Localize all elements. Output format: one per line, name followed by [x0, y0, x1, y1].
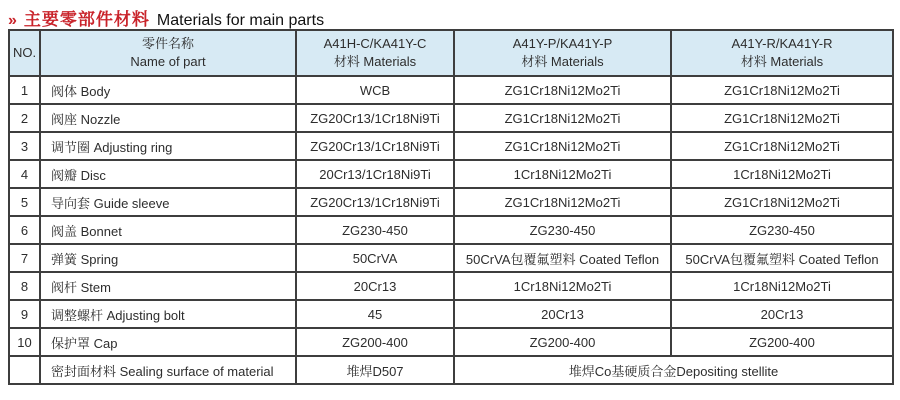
cell-part-sealing-surface: 密封面材料 Sealing surface of material [40, 356, 296, 384]
header-materials-a41yr [671, 30, 893, 76]
cell-material-r: ZG1Cr18Ni12Mo2Ti [671, 104, 893, 132]
cell-no: 8 [9, 272, 40, 300]
cell-material-r: 1Cr18Ni12Mo2Ti [671, 160, 893, 188]
cell-material-p: 1Cr18Ni12Mo2Ti [454, 272, 671, 300]
cell-no: 5 [9, 188, 40, 216]
cell-no: 6 [9, 216, 40, 244]
cell-no: 10 [9, 328, 40, 356]
cell-part-name: 调节圈 Adjusting ring [40, 132, 296, 160]
header-model-a41yr: A41Y-R/KA41Y-R [731, 36, 833, 52]
header-model-a41hc: A41H-C/KA41Y-C [323, 36, 427, 52]
cell-no: 7 [9, 244, 40, 272]
cell-material-p: ZG1Cr18Ni12Mo2Ti [454, 104, 671, 132]
cell-material-r: ZG1Cr18Ni12Mo2Ti [671, 132, 893, 160]
table-header-row [9, 30, 893, 76]
cell-no: 3 [9, 132, 40, 160]
cell-no: 4 [9, 160, 40, 188]
cell-material-p: ZG230-450 [454, 216, 671, 244]
cell-material-p: ZG1Cr18Ni12Mo2Ti [454, 188, 671, 216]
cell-material-p: ZG1Cr18Ni12Mo2Ti [454, 132, 671, 160]
cell-material-c: 20Cr13 [296, 272, 454, 300]
cell-no-empty [9, 356, 40, 384]
table-row [9, 132, 893, 160]
header-materials-label-r: 材料 Materials [740, 54, 824, 69]
header-name-of-part-zh: 零件名称 [141, 36, 194, 52]
cell-no: 9 [9, 300, 40, 328]
cell-material-c: ZG230-450 [296, 216, 454, 244]
cell-part-name: 弹簧 Spring [40, 244, 296, 272]
materials-table [8, 29, 894, 385]
cell-part-name: 阀体 Body [40, 76, 296, 104]
cell-material-p: ZG200-400 [454, 328, 671, 356]
cell-material-c: ZG200-400 [296, 328, 454, 356]
cell-material-r: ZG1Cr18Ni12Mo2Ti [671, 188, 893, 216]
header-materials-a41hc [296, 30, 454, 76]
header-no: NO. [9, 30, 40, 76]
header-name-of-part [40, 30, 296, 76]
header-model-a41yp: A41Y-P/KA41Y-P [512, 36, 613, 52]
cell-material-p: 1Cr18Ni12Mo2Ti [454, 160, 671, 188]
cell-material-r: ZG230-450 [671, 216, 893, 244]
cell-material-r: ZG200-400 [671, 328, 893, 356]
header-materials-a41yp [454, 30, 671, 76]
cell-material-r: 1Cr18Ni12Mo2Ti [671, 272, 893, 300]
table-row [9, 328, 893, 356]
page-title [0, 0, 900, 29]
cell-material-c: ZG20Cr13/1Cr18Ni9Ti [296, 132, 454, 160]
table-row [9, 244, 893, 272]
cell-part-name: 导向套 Guide sleeve [40, 188, 296, 216]
cell-material-c: ZG20Cr13/1Cr18Ni9Ti [296, 104, 454, 132]
cell-part-name: 调整螺杆 Adjusting bolt [40, 300, 296, 328]
cell-material-sealing-c: 堆焊D507 [296, 356, 454, 384]
table-row [9, 76, 893, 104]
cell-material-r: ZG1Cr18Ni12Mo2Ti [671, 76, 893, 104]
header-materials-label-c: 材料 Materials [333, 54, 417, 69]
cell-material-c: ZG20Cr13/1Cr18Ni9Ti [296, 188, 454, 216]
cell-material-r: 50CrVA包覆氟塑料 Coated Teflon [671, 244, 893, 272]
cell-material-c: WCB [296, 76, 454, 104]
header-materials-label-p: 材料 Materials [521, 54, 604, 69]
header-name-of-part-en: Name of part [130, 54, 206, 69]
table-row [9, 300, 893, 328]
table-row [9, 104, 893, 132]
cell-no: 1 [9, 76, 40, 104]
cell-material-p: 20Cr13 [454, 300, 671, 328]
cell-material-sealing-pr: 堆焊Co基硬质合金Depositing stellite [454, 356, 893, 384]
cell-part-name: 阀座 Nozzle [40, 104, 296, 132]
cell-part-name: 阀杆 Stem [40, 272, 296, 300]
cell-material-c: 20Cr13/1Cr18Ni9Ti [296, 160, 454, 188]
cell-no: 2 [9, 104, 40, 132]
cell-part-name: 阀盖 Bonnet [40, 216, 296, 244]
cell-part-name: 阀瓣 Disc [40, 160, 296, 188]
page-title-chinese: 主要零部件材料 [23, 10, 150, 29]
cell-part-name: 保护罩 Cap [40, 328, 296, 356]
table-row [9, 216, 893, 244]
table-row [9, 160, 893, 188]
cell-material-p: ZG1Cr18Ni12Mo2Ti [454, 76, 671, 104]
cell-material-p: 50CrVA包覆氟塑料 Coated Teflon [454, 244, 671, 272]
table-row [9, 188, 893, 216]
table-footer-row [9, 356, 893, 384]
cell-material-c: 50CrVA [296, 244, 454, 272]
page-title-english: Materials for main parts [156, 12, 325, 29]
cell-material-c: 45 [296, 300, 454, 328]
chevron-right-icon: » [8, 12, 17, 29]
table-row [9, 272, 893, 300]
cell-material-r: 20Cr13 [671, 300, 893, 328]
